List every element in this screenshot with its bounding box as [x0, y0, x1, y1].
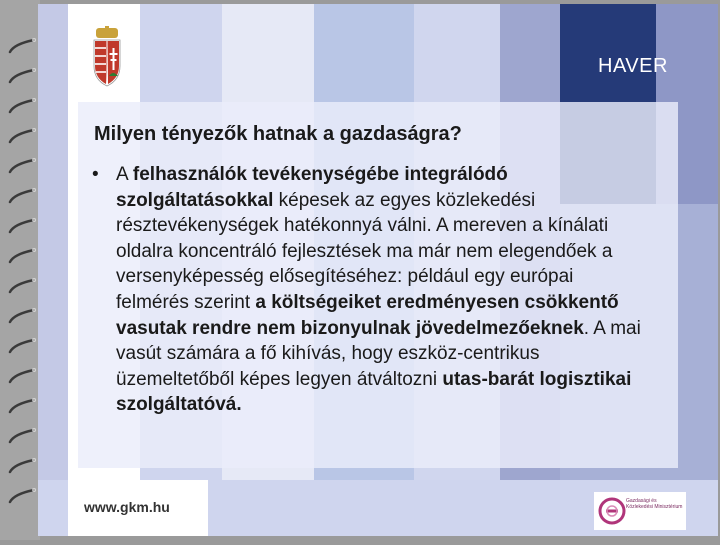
hungarian-coat-of-arms-icon: [90, 26, 124, 88]
slide-title: Milyen tényezők hatnak a gazdaságra?: [94, 123, 462, 145]
bullet-paragraph: [116, 162, 646, 418]
bullet-point: •: [92, 164, 99, 185]
text-run: . A mai vasút számára a fő kihívás, hogy eszköz-centrikus üzemeltetőből képes legyen átváltozni: [116, 317, 641, 390]
header-label: HAVER: [598, 55, 668, 77]
spiral-binding: [0, 0, 40, 540]
website-url: www.gkm.hu: [84, 499, 170, 515]
stripe: [38, 4, 68, 536]
bold-text-run: utas-barát logisztikai szolgáltatóvá.: [116, 368, 632, 416]
text-run: A: [116, 164, 133, 185]
text-run: képesek az egyes közlekedési résztevékenységek hatékonnyá válni. A mereven a kínálati oldalra koncentráló fejlesztések ma már nem elegendőek a versenyképesség elősegítéséhez: például egy európai felmérés szerint: [116, 189, 613, 313]
bold-text-run: felhasználók tevékenységébe integrálódó szolgáltatásokkal: [116, 164, 508, 211]
bold-text-run: a költségeiket eredményesen csökkentő vasutak rendre nem bizonyulnak jövedelmezőeknek: [116, 291, 619, 339]
ministry-logo-text: Gazdasági és Közlekedési Minisztérium: [626, 498, 683, 510]
ministry-logo-icon: [598, 497, 626, 525]
binding-rings: [0, 0, 40, 540]
ministry-logo: [594, 492, 686, 530]
